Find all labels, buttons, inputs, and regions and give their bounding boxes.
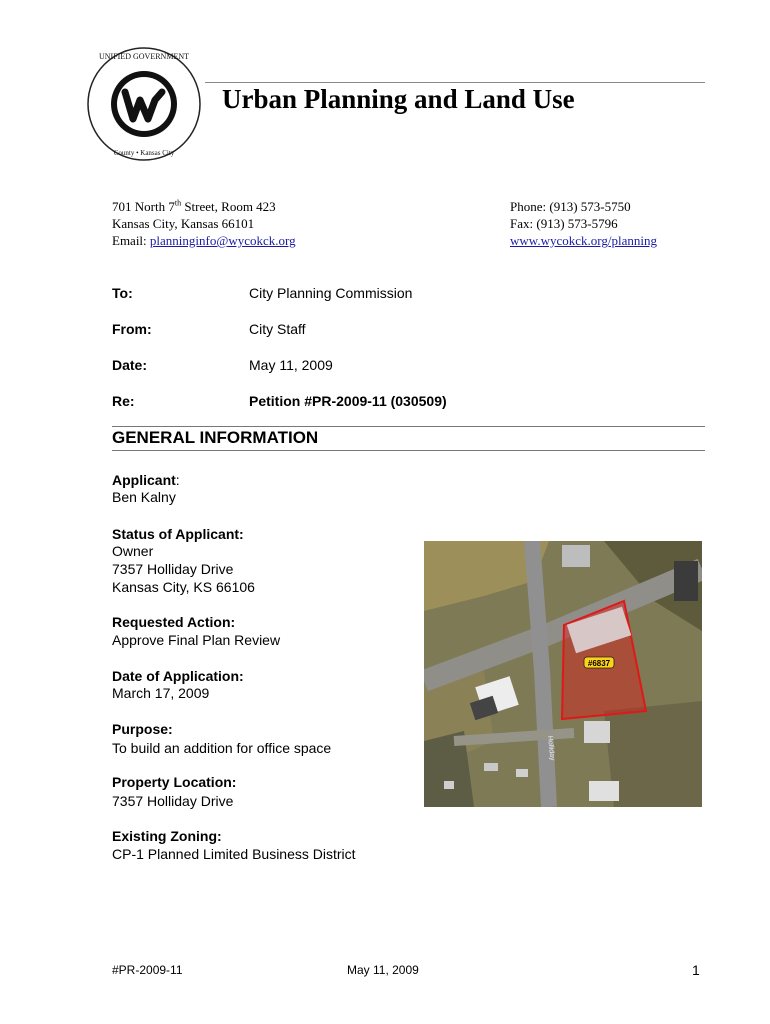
phone: Phone: (913) 573-5750	[510, 199, 631, 214]
address-line2: Kansas City, Kansas 66101	[112, 216, 255, 231]
header-rule	[205, 82, 705, 83]
location-value: 7357 Holliday Drive	[112, 793, 234, 809]
unified-government-seal	[85, 45, 203, 163]
page-title: Urban Planning and Land Use	[222, 84, 575, 114]
re-label: Re:	[112, 393, 135, 409]
location-label: Property Location:	[112, 774, 237, 790]
re-value: Petition #PR-2009-11 (030509)	[249, 393, 447, 409]
website-link[interactable]: www.wycokck.org/planning	[510, 233, 657, 248]
page-number: 1	[692, 962, 700, 978]
section-rule-top	[112, 426, 705, 427]
aerial-map	[424, 541, 702, 807]
zoning-value: CP-1 Planned Limited Business District	[112, 846, 356, 862]
applicant-value: Ben Kalny	[112, 489, 176, 505]
footer-date: May 11, 2009	[347, 963, 419, 977]
date-label: Date:	[112, 357, 148, 373]
svg-text:County • Kansas City: County • Kansas City	[113, 149, 175, 157]
address-line1: 701 North 7th Street, Room 423	[112, 198, 276, 214]
svg-text:UNIFIED GOVERNMENT: UNIFIED GOVERNMENT	[99, 52, 189, 61]
status-line1: Owner	[112, 543, 154, 559]
fax: Fax: (913) 573-5796	[510, 216, 618, 231]
from-label: From:	[112, 321, 152, 337]
footer-petition: #PR-2009-11	[112, 963, 183, 977]
purpose-value: To build an addition for office space	[112, 740, 332, 756]
section-rule-bottom	[112, 450, 705, 451]
status-label: Status of Applicant:	[112, 526, 244, 542]
office-address	[112, 198, 296, 249]
action-label: Requested Action:	[112, 614, 236, 630]
purpose-label: Purpose:	[112, 721, 173, 737]
contact-info	[510, 198, 657, 249]
zoning-label: Existing Zoning:	[112, 828, 222, 844]
street-label: Holliday	[546, 735, 556, 761]
email-link[interactable]: planninginfo@wycokck.org	[149, 233, 296, 248]
status-line2: 7357 Holliday Drive	[112, 561, 234, 577]
action-value: Approve Final Plan Review	[112, 632, 281, 648]
to-label: To:	[112, 285, 133, 301]
parcel-label: #6837	[587, 659, 611, 668]
date-value: May 11, 2009	[249, 357, 333, 373]
date-app-value: March 17, 2009	[112, 685, 210, 701]
from-value: City Staff	[249, 321, 306, 337]
section-title: GENERAL INFORMATION	[112, 428, 319, 447]
applicant-label: Applicant:	[112, 472, 180, 488]
date-app-label: Date of Application:	[112, 668, 244, 684]
email-line: Email: planninginfo@wycokck.org	[112, 233, 296, 248]
to-value: City Planning Commission	[249, 285, 413, 301]
status-line3: Kansas City, KS 66106	[112, 579, 255, 595]
